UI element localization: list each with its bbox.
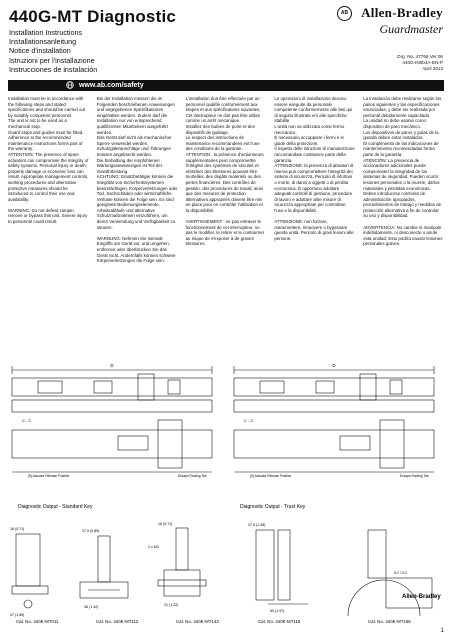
right-switch-top-view: [234, 366, 434, 472]
mt165-brand: Allen-Bradley: [402, 594, 441, 600]
publication-date: April 2013: [422, 66, 443, 71]
actuator-drawings: [8, 520, 444, 625]
mt143-dim-4: 31 (1.22): [164, 603, 179, 607]
release-position-label-right: (5) Actuator Release Position: [250, 474, 292, 478]
mt011-dim-1: 18 (0.71): [10, 527, 25, 531]
subtitle-it: Istruzioni per l'installazione: [9, 55, 95, 65]
subtitle-list: [9, 28, 97, 74]
mt116-dim-1: 37.5 (1.48): [248, 523, 266, 527]
mt143-dim-2: 2 x M3: [148, 545, 159, 549]
cat-no-mt011: Cat. No. 440K-MT011: [16, 619, 59, 624]
actuator-svg: [8, 520, 444, 625]
document-title: 440G-MT Diagnostic: [9, 7, 177, 26]
release-position-label-left: (5) Actuator Release Position: [28, 474, 70, 478]
cat-no-mt116: Cat. No. 440K-MT116: [258, 619, 301, 624]
cat-no-mt165: Cat. No. 440K-MT165: [368, 619, 411, 624]
switch-dimension-diagrams: [8, 350, 444, 510]
instruction-columns: [8, 96, 444, 346]
caption-standard-key: Diagnostic Output - Standard Key: [18, 504, 93, 510]
publication-number: 440G-IN004A-EN-P: [402, 60, 443, 65]
section-label-left: C - C: [22, 418, 32, 423]
actuator-mt112: [80, 536, 128, 598]
subtitle-de: Installationsanleitung: [9, 37, 77, 47]
column-english: Installation must be in accordance with the following steps and stated specifications and should be carried out by suitably competent personnel. The unit is not to be used as a mechanical stop. Guard stops and guides must be fitted. Adherence to the recommended maintenance instructions forms part of the warranty. ATTENTION: The presence of spare actuators can compromise the integrity of safety systems. Personal injury or death, property damage or economic loss can result. Appropriate management controls, working procedures and alternative protective measures should be introduced to control their use and availability. WARNING: Do not defeat, tamper, remove or bypass this unit. Severe injury to personnel could result.: [8, 96, 89, 225]
mt165-dim-1: 5.2 / 0.2: [394, 571, 407, 575]
column-italian: Le operazioni di installazione devono essere eseguite da personale competente conformemente alle fasi qui di seguito illustrate e/o alle specifiche stabilite. L'unità non va utilizzata come fermo meccanico. È necessario accoppiare i fermi e le guide della protezione. Il rispetto delle istruzioni di manutenzione raccomandate costituisce parte della garanzia. ATTENZIONE: la presenza di attuatori di riserva può compromettere l'integrità dei sistemi di sicurezza. Pericolo di infortuni o morte, di danni a oggetti o di perdita economica. È opportuno adottare adeguati controlli di gestione, procedure di lavoro e adottare altre misure di sicurezza appropriate per controllare l'uso e la disponibilità. ATTENZIONE: non forzare, manomettere, rimuovere o bypassare questa unità. Pericolo di gravi lesioni alle persone.: [274, 96, 355, 241]
section-label-right: C - C: [244, 418, 254, 423]
mt112-dim-3: 36 (1.42): [84, 605, 99, 609]
drawing-number: Drg. No. 47766 Ver 06: [397, 54, 443, 59]
globe-icon: [66, 81, 74, 89]
subtitle-en: Installation Instructions: [9, 28, 83, 37]
left-switch-top-view: [12, 366, 212, 472]
page-number: 1: [440, 628, 444, 634]
mt116-dim-4: 50 (1.97): [270, 609, 285, 613]
document-meta: [397, 54, 443, 72]
guardmaster-logo: Guardmaster: [379, 22, 443, 36]
escape-tab-label-right: Escape Routing Tab: [400, 474, 429, 478]
dim-label-right: D: [332, 363, 336, 368]
escape-tab-label-left: Escape Routing Tab: [178, 474, 207, 478]
ab-logo-badge: AB: [337, 6, 352, 21]
column-spanish: La instalación debe realizarse según los pasos siguientes y las especificaciones enunciadas, y debe ser realizada por personal debidamente capacitado. La unidad no debe usarse como dispositivo de paro mecánico. Los dispositivos de paros y guías de la guarda deben estar instalados. El cumplimiento de las indicaciones de mantenimiento recomendadas forma parte de la garantía. ATENCIÓN: La presencia de accionadores adicionales puede comprometer la integridad de los sistemas de seguridad. Pueden ocurrir lesiones personales o la muerte, daños materiales y pérdidas económicas. Deben introducirse controles de administración apropiados, procedimientos de trabajo y medidas de protección alternativa a fin de controlar su uso y disponibilidad. ADVERTENCIA: No cambie ni manipule indebidamente, ni desconecte o anule esta unidad. Esto podría causar lesiones personales graves.: [363, 96, 443, 247]
mt112-dim-1: 37.5 (0.89): [82, 529, 100, 533]
column-german: Bei der Installation müssen die im Folgenden beschriebenen Anweisungen und angegebenen Spezifikationen eingehalten werden. Zudem darf die Installation nur von entsprechend qualifizierten Mitarbeitern ausgeführt werden. Das Gerät darf nicht als mechanischer Sperre verwendet werden. Schutzgitteranschläge und -führungen müssen angebracht werden. Die Einhaltung der empfohlenen Wartungsanweisungen ist Teil der Gewährleistung. ACHTUNG: Ersatzbetätiger können die Integrität von Sicherheitssystemen beeinträchtigen. Körperverletzungen oder Tod, Sachschäden oder wirtschaftliche Verluste können die Folge sein. Es sind geeignete Bedienungselemente, Arbeitsabläufe und alternative Schutzmaßnahmen einzuführen, um deren Verwendung und Verfügbarkeit zu steuern. WARNUNG: Nehmen Sie niemals Eingriffe am Gerät vor, und umgehen, entfernen oder überbrücken Sie das Gerät nicht. Andernfalls können schwere Körperverletzungen die Folge sein.: [96, 96, 178, 264]
cat-no-mt112: Cat. No. 440K-MT112: [96, 619, 139, 624]
mt011-dim-2: 47 (1.85): [10, 613, 25, 617]
subtitle-es: Instrucciones de instalación: [9, 64, 98, 74]
actuator-mt143: [158, 528, 206, 596]
dim-label-left: D: [110, 363, 114, 368]
subtitle-fr: Notice d'installation: [9, 46, 71, 56]
actuator-mt165: [348, 530, 432, 616]
actuator-mt116: [256, 530, 308, 604]
url-bar: [8, 80, 444, 91]
cat-no-mt143: Cat. No. 440K-MT143: [176, 619, 219, 624]
actuator-mt011: [12, 534, 48, 608]
switch-drawings: [8, 350, 444, 510]
brand-name: Allen-Bradley: [361, 5, 443, 20]
safety-url[interactable]: www.ab.com/safety: [78, 82, 144, 89]
column-french: L'installation doit être effectuée par un personnel qualifié conformément aux étapes et aux spécifications suivantes. Cet interrupteur ne doit pas être utilisé comme un arrêt mécanique. Installez des butées de porte et des dispositifs de guidage. Le respect des instructions de maintenance recommandées est l'une des conditions de la garantie. ATTENTION : la présence d'actionneurs supplémentaires peut compromettre l'intégrité des systèmes de sécurité et entraîner des blessures pouvant être mortelles, des dégâts matériels ou des pertes financières. Des contrôles de gestion, des procédures de travail, ainsi que des mesures de protection alternatives appropriés doivent être mis en place pour en contrôler l'utilisation et la disponibilité. AVERTISSEMENT : ne pas entraver le fonctionnement de cet interrupteur, ne pas le modifier, le retirer et le contourner au risque de s'exposer à de graves blessures.: [185, 96, 265, 247]
caption-trust-key: Diagnostic Output - Trust Key: [240, 504, 306, 510]
mt143-dim-1: 18 (0.71): [158, 522, 173, 526]
